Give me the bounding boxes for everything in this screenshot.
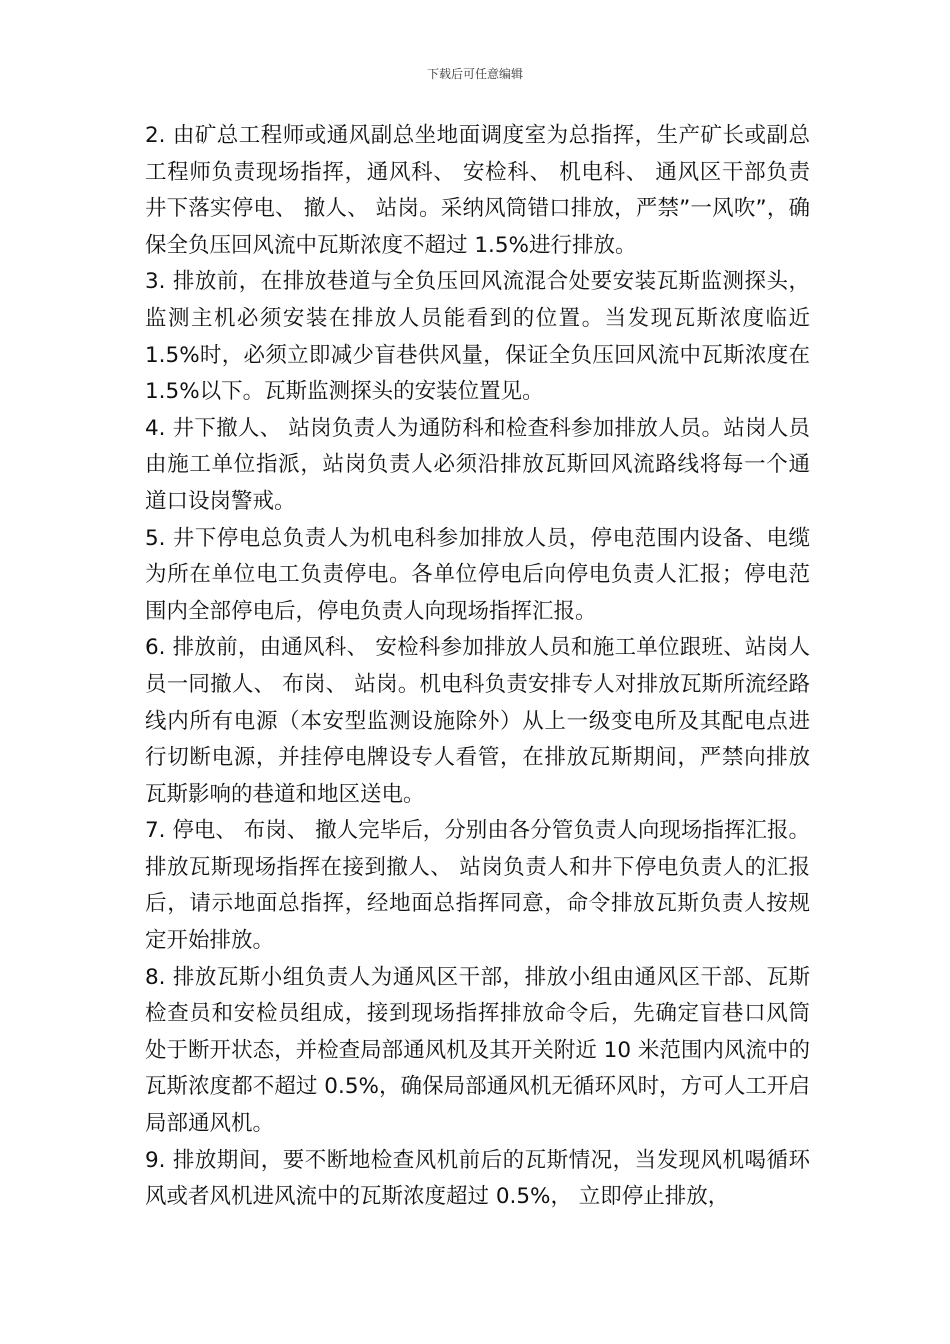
paragraph-2: 2. 由矿总工程师或通风副总坐地面调度室为总指挥，生产矿长或副总工程师负责现场指挥，通风科、 安检科、 机电科、 通风区干部负责井下落实停电、 撤人、 站岗。采纳风筒错口排放，严禁”一风吹”，确保全负压回风流中瓦斯浓度不超过 1.5%进行排放。	[145, 123, 810, 258]
paragraph-4: 4. 井下撤人、 站岗负责人为通防科和检查科参加排放人员。站岗人员由施工单位指派，站岗负责人必须沿排放瓦斯回风流路线将每一个通道口设岗警戒。	[145, 415, 810, 514]
paragraph-7: 7. 停电、 布岗、 撤人完毕后，分别由各分管负责人向现场指挥汇报。排放瓦斯现场指挥在接到撤人、 站岗负责人和井下停电负责人的汇报后，请示地面总指挥，经地面总指挥同意，命令排放瓦斯负责人按规定开始排放。	[145, 818, 810, 954]
document-body	[145, 118, 810, 1216]
paragraph-9: 9. 排放期间，要不断地检查风机前后的瓦斯情况，当发现风机喝循环风或者风机进风流中的瓦斯浓度超过 0.5%， 立即停止排放，	[145, 1147, 810, 1210]
paragraph-6: 6. 排放前，由通风科、 安检科参加排放人员和施工单位跟班、站岗人员一同撤人、 布岗、 站岗。机电科负责安排专人对排放瓦斯所流经路线内所有电源（本安型监测设施除外）从上一级变电所及其配电点进行切断电源，并挂停电牌设专人看管，在排放瓦斯期间，严禁向排放瓦斯影响的巷道和地区送电。	[145, 635, 810, 807]
paragraph-8: 8. 排放瓦斯小组负责人为通风区干部，排放小组由通风区干部、瓦斯检查员和安检员组成，接到现场指挥排放命令后，先确定盲巷口风筒处于断开状态，并检查局部通风机及其开关附近 10 米范围内风流中的瓦斯浓度都不超过 0.5%，确保局部通风机无循环风时，方可人工开启局部通风机。	[145, 964, 810, 1137]
paragraph-5: 5. 井下停电总负责人为机电科参加排放人员，停电范围内设备、电缆为所在单位电工负责停电。各单位停电后向停电负责人汇报；停电范围内全部停电后，停电负责人向现场指挥汇报。	[145, 525, 810, 624]
paragraph-3: 3. 排放前，在排放巷道与全负压回风流混合处要安装瓦斯监测探头，监测主机必须安装在排放人员能看到的位置。当发现瓦斯浓度临近 1.5%时，必须立即减少盲巷供风量，保证全负压回风流中瓦斯浓度在 1.5%以下。瓦斯监测探头的安装位置见。	[145, 269, 810, 405]
page-header: 下载后可任意编辑	[426, 67, 523, 81]
